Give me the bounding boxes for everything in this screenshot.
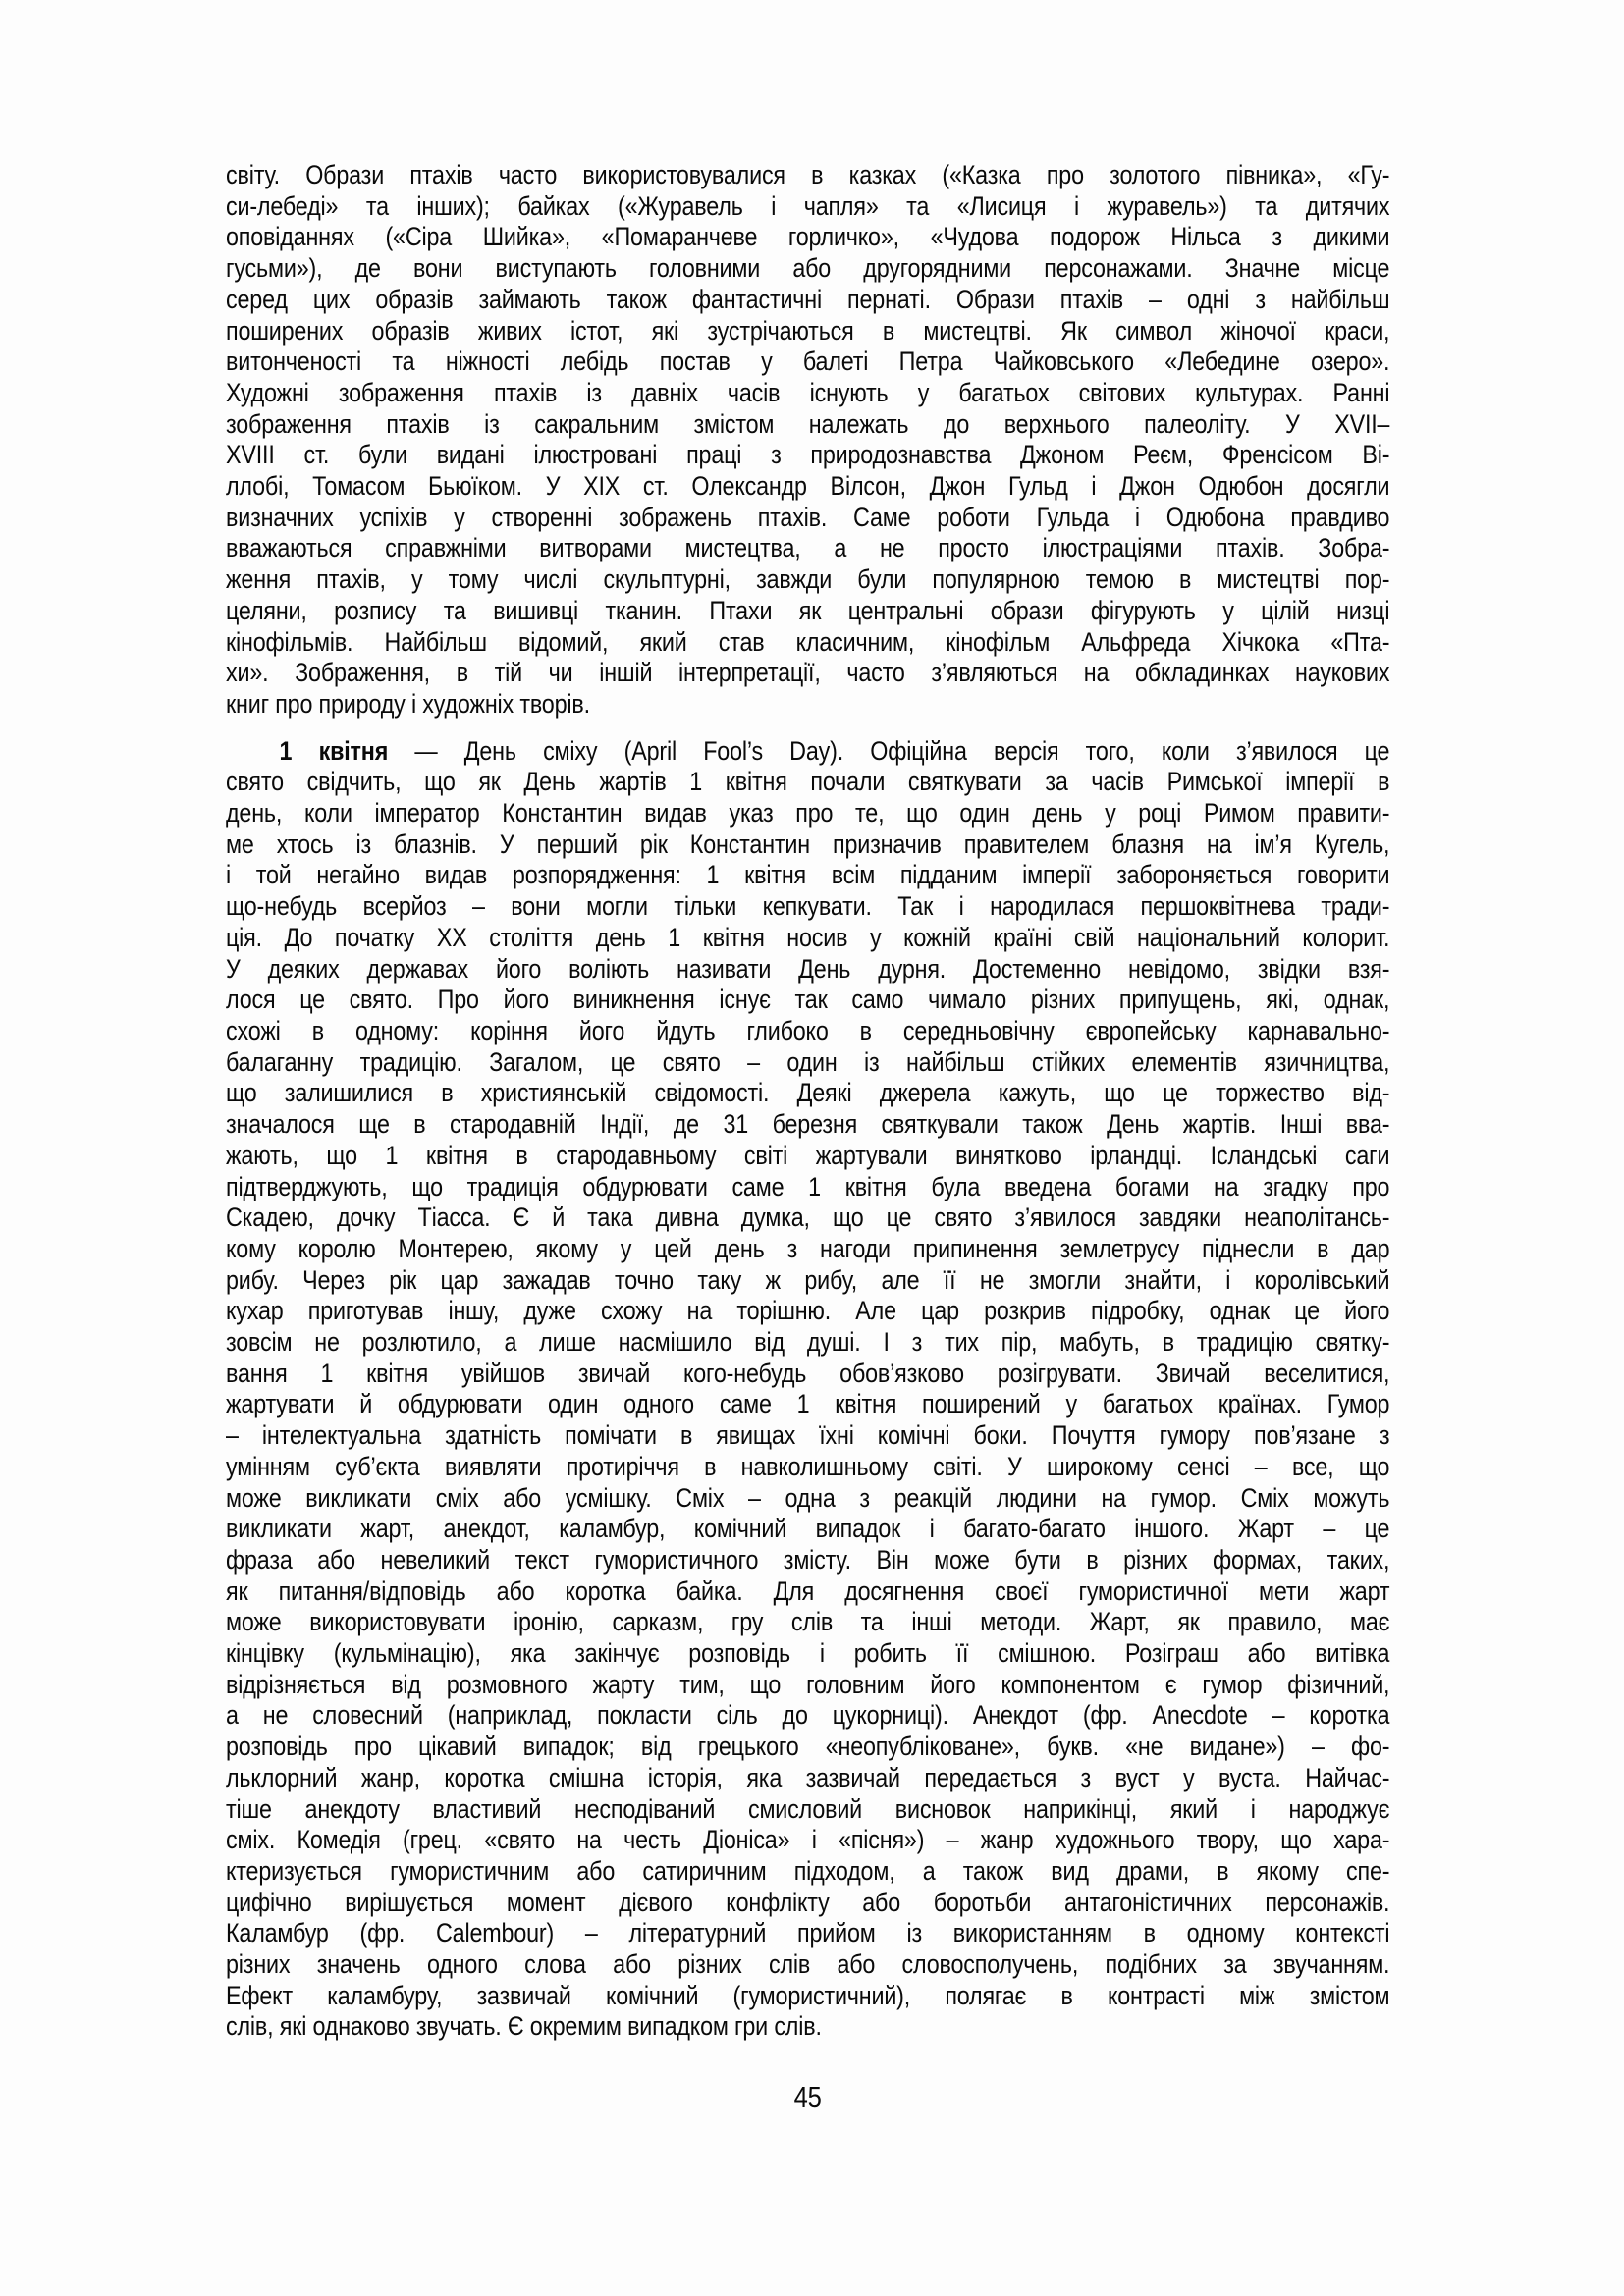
text-line: кінцівку (кульмінацію), яка закінчує розповідь і робить її смішною. Розіграш або витівка bbox=[226, 1638, 1390, 1669]
text-line: визначних успіхів у створенні зображень птахів. Саме роботи Гульда і Одюбона правдиво bbox=[226, 502, 1390, 532]
text-line: си-лебеді» та інших); байках («Журавель і чапля» та «Лисиця і журавель») та дитячих bbox=[226, 190, 1390, 221]
text-line: ження птахів, у тому числі скульптурні, завжди були популярною темою в мистецтві пор- bbox=[226, 564, 1390, 595]
text-line: що залишилися в християнській свідомості. Деякі джерела кажуть, що це торжество від- bbox=[226, 1078, 1390, 1108]
text-line: кому королю Монтерею, якому у цей день з нагоди припинення землетрусу піднесли в дар bbox=[226, 1233, 1390, 1263]
text-line: целяни, розпису та вишивці тканин. Птахи як центральні образи фігурують у цілій низці bbox=[226, 595, 1390, 625]
text-line: XVIII ст. були видані ілюстровані праці з природознавства Джоном Реєм, Френсісом Ві- bbox=[226, 440, 1390, 470]
text-line: жартувати й обдурювати один одного саме 1 квітня поширений у багатьох країнах. Гумор bbox=[226, 1389, 1390, 1419]
text-line: рибу. Через рік цар зажадав точно таку ж рибу, але її не змогли знайти, і королівський bbox=[226, 1264, 1390, 1295]
text-line: балаганну традицію. Загалом, це свято – один із найбільш стійких елементів язичництва, bbox=[226, 1046, 1390, 1077]
text-line: розповідь про цікавий випадок; від грецького «неопубліковане», букв. «не видане») – фо- bbox=[226, 1732, 1390, 1762]
text-line: як питання/відповідь або коротка байка. Для досягнення своєї гумористичної мети жарт bbox=[226, 1575, 1390, 1606]
text-line: 1 квітня — День сміху (April Fool’s Day). Офіційна версія того, коли з’явилося це bbox=[279, 735, 1390, 766]
text-line: хи». Зображення, в тій чи іншій інтерпретації, часто з’являються на обкладинках наукових bbox=[226, 658, 1390, 688]
text-line: тіше анекдоту властивий несподіваний смисловий висновок наприкінці, який і народжує bbox=[226, 1793, 1390, 1824]
text-line: вання 1 квітня увійшов звичай кого-небудь обов’язково розігрувати. Звичай веселитися, bbox=[226, 1358, 1390, 1388]
text-line: цифічно вирішується момент дієвого конфлікту або боротьби антагоністичних персонажів. bbox=[226, 1887, 1390, 1917]
text-line: різних значень одного слова або різних слів або словосполучень, подібних за звучанням. bbox=[226, 1949, 1390, 1980]
text-line: Ефект каламбуру, зазвичай комічний (гумористичний), полягає в контрасті між змістом bbox=[226, 1980, 1390, 2010]
text-line: льклорний жанр, коротка смішна історія, яка зазвичай передається з вуст у вуста. Найчас- bbox=[226, 1762, 1390, 1792]
text-line: лося це свято. Про його виникнення існує так само чимало різних припущень, які, однак, bbox=[226, 985, 1390, 1015]
text-line: кухар приготував іншу, дуже схожу на торішню. Але цар розкрив підробку, однак це його bbox=[226, 1296, 1390, 1326]
text-line: ція. До початку XX століття день 1 квітня носив у кожній країні свій національний колорит. bbox=[226, 922, 1390, 952]
text-line: день, коли імператор Константин видав указ про те, що один день у році Римом правити- bbox=[226, 798, 1390, 828]
text-line: і той негайно видав розпорядження: 1 квітня всім підданим імперії забороняється говорити bbox=[226, 860, 1390, 890]
text-line: У деяких державах його воліють називати День дурня. Достеменно невідомо, звідки взя- bbox=[226, 953, 1390, 984]
text-line: що-небудь всерйоз – вони могли тільки кепкувати. Так і народилася першоквітнева тради- bbox=[226, 891, 1390, 922]
paragraph-april-fools-day bbox=[226, 736, 1389, 2044]
text-line: схожі в одному: коріння його йдуть глибоко в середньовічну європейську карнавально- bbox=[226, 1015, 1390, 1045]
text-line: оповіданнях («Сіра Шийка», «Помаранчеве горличко», «Чудова подорож Нільса з дикими bbox=[226, 222, 1390, 252]
text-line: ктеризується гумористичним або сатиричним підходом, а також вид драми, в якому спе- bbox=[226, 1855, 1390, 1886]
text-line: а не словесний (наприклад, покласти сіль до цукорниці). Анекдот (фр. Anecdote – коротка bbox=[226, 1700, 1390, 1731]
text-line: підтверджують, що традиція обдурювати саме 1 квітня була введена богами на згадку про bbox=[226, 1171, 1390, 1201]
text-line: зовсім не розлютило, а лише насмішило від душі. І з тих пір, мабуть, в традицію святку- bbox=[226, 1327, 1390, 1358]
paragraph-birds-in-art bbox=[226, 160, 1389, 721]
text-line: відрізняється від розмовного жарту тим, що головним його компонентом є гумор фізичний, bbox=[226, 1669, 1390, 1699]
text-line: Скадею, дочку Тіасса. Є й така дивна думка, що це свято з’явилося завдяки неаполітансь- bbox=[226, 1202, 1390, 1233]
text-line: серед цих образів займають також фантастичні пернаті. Образи птахів – одні з найбільш bbox=[226, 284, 1390, 314]
text-line: – інтелектуальна здатність помічати в явищах їхні комічні боки. Почуття гумору пов’язане з bbox=[226, 1420, 1390, 1451]
text-line: умінням суб’єкта виявляти протиріччя в навколишньому світі. У широкому сенсі – все, що bbox=[226, 1451, 1390, 1481]
text-line: сміх. Комедія (грец. «свято на честь Діоніса» і «пісня») – жанр художнього твору, що хара- bbox=[226, 1825, 1390, 1855]
paragraph-lead-bold: 1 квітня bbox=[279, 735, 389, 766]
text-line: фраза або невеликий текст гумористичного змісту. Він може бути в різних формах, таких, bbox=[226, 1544, 1390, 1575]
text-line: значалося ще в стародавній Індії, де 31 березня святкували також День жартів. Інші вва- bbox=[226, 1109, 1390, 1140]
text-line: гусьми»), де вони виступають головними або другорядними персонажами. Значне місце bbox=[226, 253, 1390, 284]
page-number: 45 bbox=[793, 2082, 822, 2114]
text-line: світу. Образи птахів часто використовувалися в казках («Казка про золотого півника», «Гу- bbox=[226, 160, 1390, 189]
text-line: може викликати сміх або усмішку. Сміх – одна з реакцій людини на гумор. Сміх можуть bbox=[226, 1482, 1390, 1513]
text-line: Художні зображення птахів із давніх часів існують у багатьох світових культурах. Ранні bbox=[226, 377, 1390, 407]
text-line: вважаються справжніми витворами мистецтва, а не просто ілюстраціями птахів. Зобра- bbox=[226, 533, 1390, 563]
text-column bbox=[226, 160, 1389, 2113]
text-line: свято свідчить, що як День жартів 1 квітня почали святкувати за часів Римської імперії в bbox=[226, 767, 1390, 797]
text-line: слів, які однаково звучать. Є окремим випадком гри слів. bbox=[226, 2011, 822, 2042]
text-line: ллобі, Томасом Бьюїком. У XIX ст. Олександр Вілсон, Джон Гульд і Джон Одюбон досягли bbox=[226, 471, 1390, 502]
text-line: може використовувати іронію, сарказм, гру слів та інші методи. Жарт, як правило, має bbox=[226, 1607, 1390, 1637]
text-line: кінофільмів. Найбільш відомий, який став класичним, кінофільм Альфреда Хічкока «Пта- bbox=[226, 626, 1390, 657]
text-line: книг про природу і художніх творів. bbox=[226, 688, 590, 719]
text-line: викликати жарт, анекдот, каламбур, комічний випадок і багато-багато іншого. Жарт – це bbox=[226, 1514, 1390, 1544]
text-line: Каламбур (фр. Calembour) – літературний прийом із використанням в одному контексті bbox=[226, 1918, 1390, 1949]
text-line: зображення птахів із сакральним змістом належать до верхнього палеоліту. У XVII– bbox=[226, 408, 1390, 439]
text-line: ме хтось із блазнів. У перший рік Константин призначив правителем блазня на ім’я Кугель, bbox=[226, 828, 1390, 859]
text-line: витонченості та ніжності лебідь постав у балеті Петра Чайковського «Лебедине озеро». bbox=[226, 347, 1390, 377]
text-line: поширених образів живих істот, які зустрічаються в мистецтві. Як символ жіночої краси, bbox=[226, 315, 1390, 346]
text-line: жають, що 1 квітня в стародавньому світі жартували винятково ірландці. Ісландські саги bbox=[226, 1140, 1390, 1170]
